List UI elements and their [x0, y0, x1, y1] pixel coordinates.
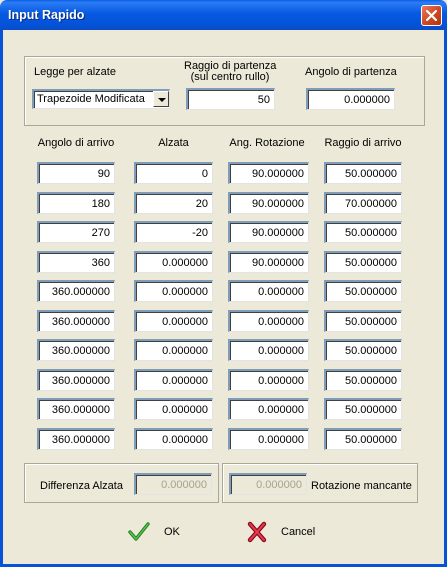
legge-dropdown-value: Trapezoide Modificata [37, 93, 145, 105]
ang-rotazione-input[interactable]: 90.000000 [228, 221, 309, 243]
raggio-partenza-label-line1: Raggio di partenza [184, 60, 277, 72]
cancel-button-label: Cancel [281, 526, 316, 538]
cancel-button[interactable] [247, 518, 337, 546]
alzata-input[interactable]: 0.000000 [134, 428, 213, 450]
ang-rotazione-input[interactable]: 0.000000 [228, 428, 309, 450]
angolo-arrivo-input[interactable]: 90 [37, 162, 115, 184]
close-button[interactable] [421, 5, 442, 26]
header-raggio-arrivo: Raggio di arrivo [324, 137, 402, 149]
x-icon [247, 521, 267, 543]
alzata-input[interactable]: 0 [134, 162, 213, 184]
alzata-input[interactable]: 20 [134, 192, 213, 214]
angolo-arrivo-input[interactable]: 360.000000 [37, 369, 115, 391]
ang-rotazione-input[interactable]: 90.000000 [228, 162, 309, 184]
angolo-arrivo-input[interactable]: 360.000000 [37, 280, 115, 302]
ok-button-label: OK [164, 526, 180, 538]
angolo-arrivo-input[interactable]: 360.000000 [37, 398, 115, 420]
ang-rotazione-input[interactable]: 0.000000 [228, 369, 309, 391]
angolo-arrivo-input[interactable]: 180 [37, 192, 115, 214]
raggio-arrivo-input[interactable]: 50.000000 [324, 369, 402, 391]
rotazione-mancante-input: 0.000000 [229, 473, 307, 495]
alzata-input[interactable]: 0.000000 [134, 280, 213, 302]
legge-label: Legge per alzate [34, 66, 116, 78]
ok-button[interactable] [128, 518, 218, 546]
close-icon [426, 10, 437, 21]
alzata-input[interactable]: 0.000000 [134, 310, 213, 332]
title-bar[interactable] [0, 0, 447, 30]
raggio-arrivo-input[interactable]: 50.000000 [324, 251, 402, 273]
ang-rotazione-input[interactable]: 0.000000 [228, 339, 309, 361]
check-icon [128, 521, 150, 543]
differenza-alzata-input: 0.000000 [134, 473, 212, 495]
ang-rotazione-input[interactable]: 0.000000 [228, 398, 309, 420]
raggio-arrivo-input[interactable]: 50.000000 [324, 310, 402, 332]
alzata-input[interactable]: 0.000000 [134, 369, 213, 391]
angolo-arrivo-input[interactable]: 270 [37, 221, 115, 243]
ang-rotazione-input[interactable]: 0.000000 [228, 280, 309, 302]
alzata-input[interactable]: 0.000000 [134, 339, 213, 361]
angolo-partenza-input[interactable]: 0.000000 [306, 88, 395, 110]
angolo-arrivo-input[interactable]: 360.000000 [37, 339, 115, 361]
raggio-partenza-label [184, 61, 276, 83]
header-angolo-arrivo: Angolo di arrivo [37, 137, 115, 149]
ang-rotazione-input[interactable]: 90.000000 [228, 192, 309, 214]
chevron-down-icon[interactable] [153, 91, 169, 107]
legge-dropdown[interactable] [32, 89, 170, 109]
header-ang-rotazione: Ang. Rotazione [229, 137, 305, 149]
header-alzata: Alzata [158, 137, 189, 149]
angolo-arrivo-input[interactable]: 360.000000 [37, 428, 115, 450]
raggio-arrivo-input[interactable]: 50.000000 [324, 428, 402, 450]
raggio-arrivo-input[interactable]: 50.000000 [324, 221, 402, 243]
ang-rotazione-input[interactable]: 0.000000 [228, 310, 309, 332]
differenza-alzata-label: Differenza Alzata [40, 480, 123, 492]
alzata-input[interactable]: -20 [134, 221, 213, 243]
angolo-arrivo-input[interactable]: 360 [37, 251, 115, 273]
window-title: Input Rapido [8, 8, 85, 22]
alzata-input[interactable]: 0.000000 [134, 251, 213, 273]
raggio-arrivo-input[interactable]: 50.000000 [324, 162, 402, 184]
angolo-partenza-label: Angolo di partenza [305, 66, 397, 78]
alzata-input[interactable]: 0.000000 [134, 398, 213, 420]
angolo-arrivo-input[interactable]: 360.000000 [37, 310, 115, 332]
raggio-arrivo-input[interactable]: 70.000000 [324, 192, 402, 214]
rotazione-mancante-label: Rotazione mancante [311, 480, 412, 492]
raggio-arrivo-input[interactable]: 50.000000 [324, 339, 402, 361]
raggio-partenza-label-line2: (sul centro rullo) [190, 71, 270, 83]
raggio-partenza-input[interactable]: 50 [186, 88, 275, 110]
raggio-arrivo-input[interactable]: 50.000000 [324, 398, 402, 420]
raggio-arrivo-input[interactable]: 50.000000 [324, 280, 402, 302]
ang-rotazione-input[interactable]: 90.000000 [228, 251, 309, 273]
